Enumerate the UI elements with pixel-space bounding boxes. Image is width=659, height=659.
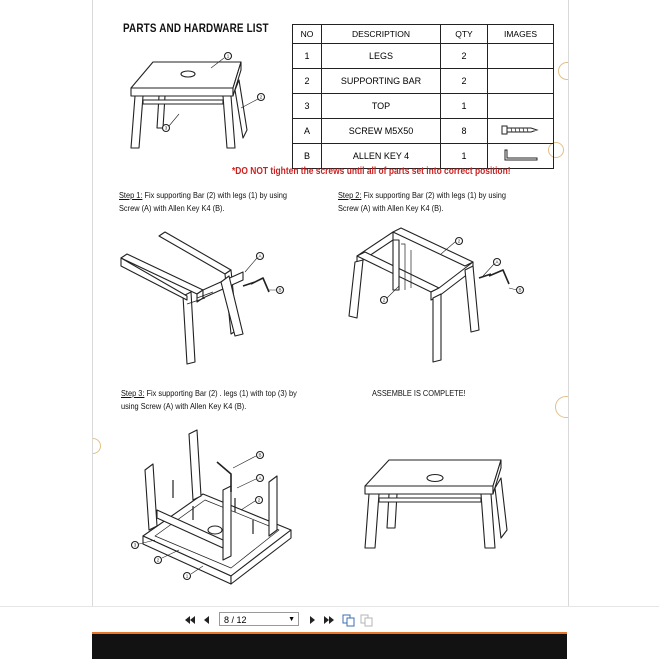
callout-label: 1 (226, 53, 230, 59)
viewer-footer-bar (92, 632, 567, 659)
step1-line2: Screw (A) with Allen Key K4 (B). (119, 203, 225, 213)
callout-label: B (278, 287, 282, 293)
column-header: QTY (441, 25, 488, 44)
column-header: DESCRIPTION (322, 25, 441, 44)
cell-qty: 2 (441, 69, 488, 94)
cell-no: 3 (293, 94, 322, 119)
step2-line2: Screw (A) with Allen Key K4 (B). (338, 203, 444, 213)
callout-label: 2 (156, 557, 160, 563)
pdf-navigation-toolbar (0, 606, 659, 633)
page-number-value: 8 / 12 (224, 615, 247, 625)
cell-description: SCREW M5X50 (322, 119, 441, 144)
complete-stool-illustration (365, 460, 507, 548)
chevron-down-icon: ▼ (288, 616, 295, 623)
callout-label: 3 (164, 125, 168, 131)
callout-label: 1 (185, 573, 189, 579)
previous-page-icon[interactable] (203, 613, 211, 627)
page-title: PARTS AND HARDWARE LIST (123, 23, 269, 35)
stool-parts-illustration (131, 53, 265, 149)
assembly-drawings (93, 0, 568, 606)
callout-label: A (495, 259, 499, 265)
cell-qty: 8 (441, 119, 488, 144)
first-page-icon[interactable] (184, 613, 196, 627)
step3-illustration (132, 430, 292, 584)
cell-qty: 1 (441, 144, 488, 169)
column-header: NO (293, 25, 322, 44)
document-page (92, 0, 569, 606)
cell-no: 1 (293, 44, 322, 69)
callout-label: 2 (382, 297, 386, 303)
callout-label: A (258, 253, 262, 259)
step2-line1: Fix supporting Bar (2) with legs (1) by using (361, 190, 507, 200)
cell-description: SUPPORTING BAR (322, 69, 441, 94)
last-page-icon[interactable] (323, 613, 335, 627)
step1-label: Step 1: (119, 190, 143, 200)
step1-illustration (121, 232, 284, 364)
step3-label: Step 3: (121, 388, 145, 398)
callout-label: 2 (257, 497, 261, 503)
step2-label: Step 2: (338, 190, 362, 200)
callout-label: 3 (133, 542, 137, 548)
cell-description: ALLEN KEY 4 (322, 144, 441, 169)
assemble-complete-text: ASSEMBLE IS COMPLETE! (372, 388, 466, 398)
warning-text: *DO NOT tighten the screws until all of parts set into correct position! (232, 166, 511, 177)
cell-description: LEGS (322, 44, 441, 69)
cell-no: 2 (293, 69, 322, 94)
step1-line1: Fix supporting Bar (2) with legs (1) by using (142, 190, 288, 200)
page-number-select[interactable] (219, 612, 299, 626)
cell-qty: 1 (441, 94, 488, 119)
callout-label: B (258, 452, 262, 458)
cell-qty: 2 (441, 44, 488, 69)
column-header: IMAGES (488, 25, 554, 44)
callout-label: 2 (457, 238, 461, 244)
cell-description: TOP (322, 94, 441, 119)
cell-no: A (293, 119, 322, 144)
callout-label: B (518, 287, 522, 293)
next-page-icon[interactable] (308, 613, 316, 627)
two-page-view-icon[interactable] (360, 613, 374, 627)
step3-line2: using Screw (A) with Allen Key K4 (B). (121, 401, 247, 411)
callout-label: A (258, 475, 262, 481)
callout-label: 2 (259, 94, 263, 100)
step3-line1: Fix supporting Bar (2) . legs (1) with top (3) by (144, 388, 297, 398)
step2-illustration (349, 228, 524, 362)
page-view-icon[interactable] (342, 613, 356, 627)
accent-divider (92, 632, 567, 634)
cell-no: B (293, 144, 322, 169)
